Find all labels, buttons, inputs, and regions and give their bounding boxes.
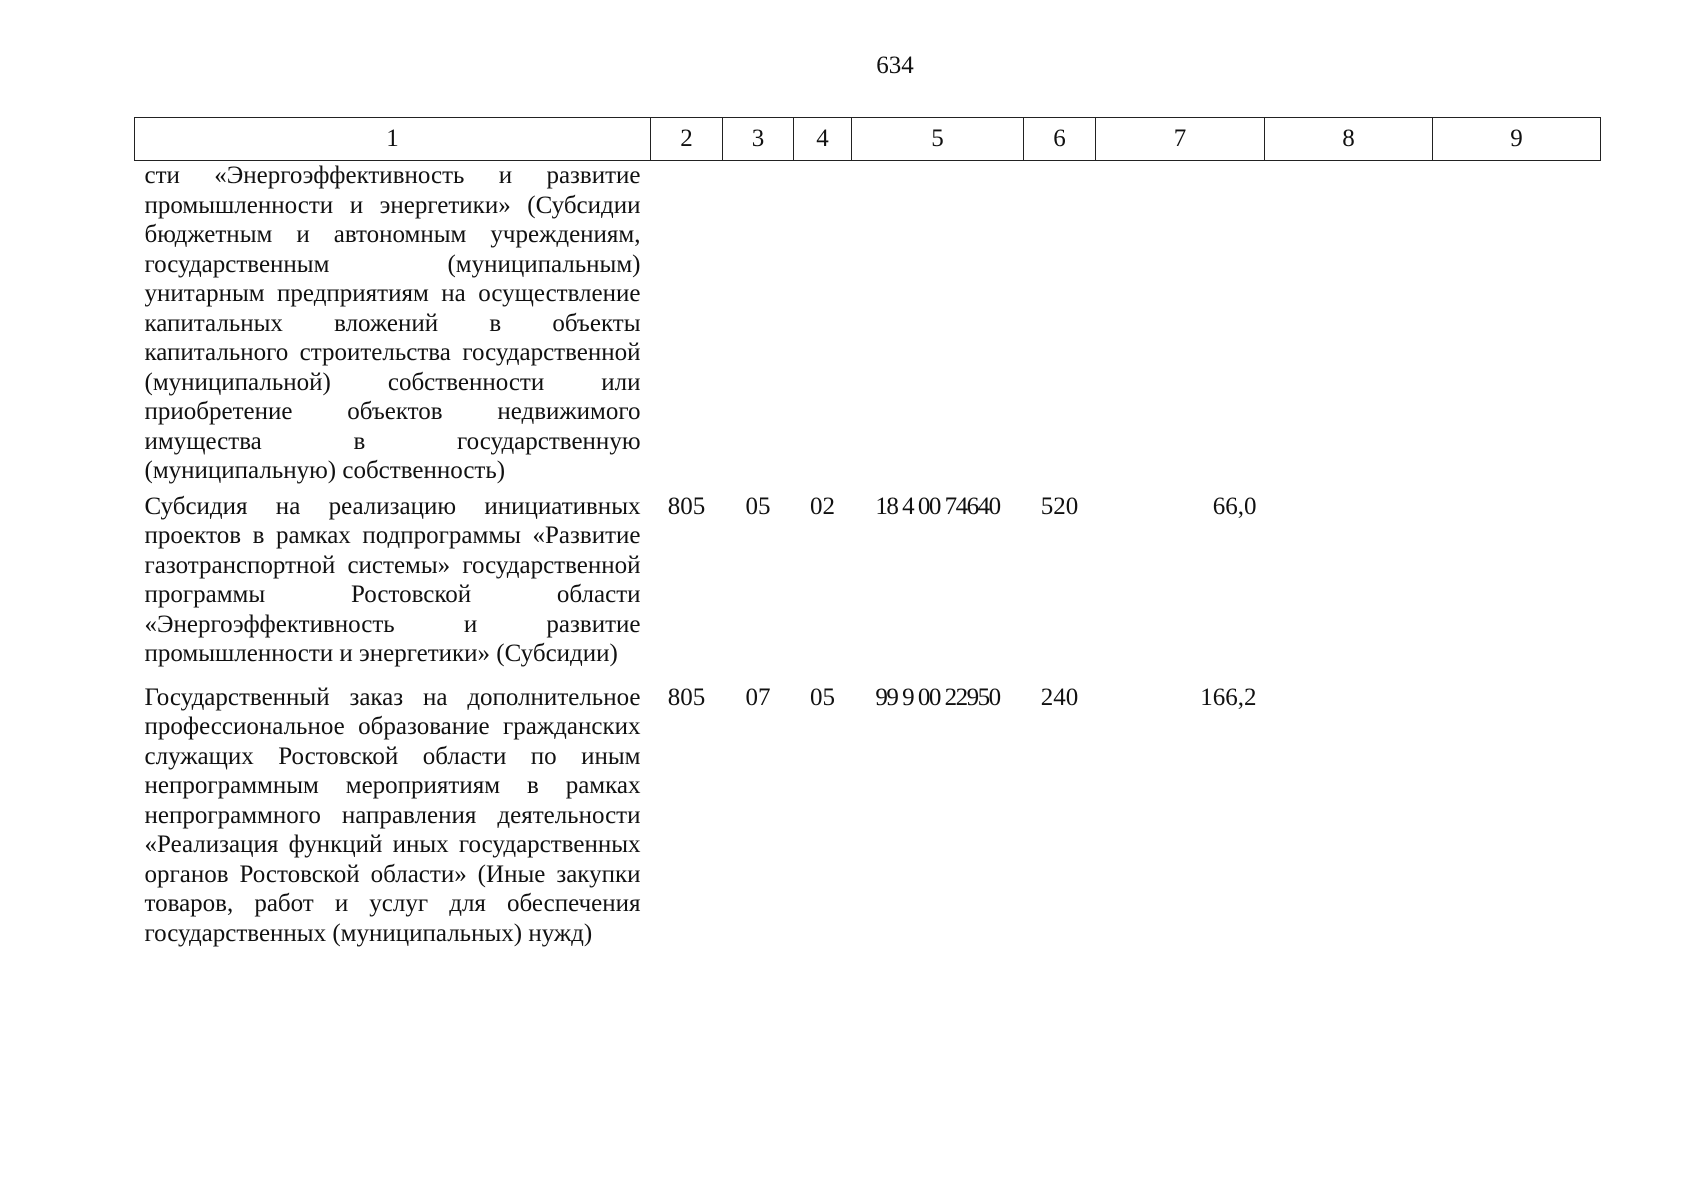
cell-col-8: [1265, 486, 1433, 677]
table-row: [135, 677, 1601, 949]
cell-col-6: 520: [1040, 492, 1079, 520]
cell-col-7: 66,0: [1212, 492, 1257, 520]
cell-col-5: [852, 161, 1024, 486]
budget-table: [134, 117, 1601, 948]
cell-col-8: [1265, 677, 1433, 949]
header-col-3: 3: [723, 118, 794, 161]
header-row: [135, 118, 1601, 161]
cell-col-4: 02: [810, 492, 835, 520]
table-row: [135, 161, 1601, 486]
header-col-8: 8: [1265, 118, 1433, 161]
header-col-1: 1: [135, 118, 651, 161]
cell-col-6: 240: [1040, 683, 1079, 711]
cell-col-3: 05: [745, 492, 771, 520]
header-col-4: 4: [794, 118, 852, 161]
cell-col-7: 166,2: [1200, 683, 1257, 711]
cell-col-2: 805: [667, 683, 706, 711]
cell-col-7: [1096, 161, 1265, 486]
header-col-2: 2: [651, 118, 723, 161]
cell-col-5: 99 9 00 22950: [875, 683, 1000, 711]
cell-col-3: [723, 161, 794, 486]
cell-col-9: [1433, 486, 1601, 677]
table-row: [135, 486, 1601, 677]
header-col-5: 5: [852, 118, 1024, 161]
cell-col-4: 05: [810, 683, 835, 711]
row-description: Субсидия на реализацию инициативных проектов в рамках подпрограммы «Развитие газотранспортной системы» государственной программы Ростовской области «Энергоэффективность и развитие промышленности и энергетики» (Субсидии): [144, 492, 641, 667]
row-description: сти «Энергоэффективность и развитие промышленности и энергетики» (Субсидии бюджетным и автономным учреждениям, государственным (муниципальным) унитарным предприятиям на осуществление капитальных вложений в объекты капитального строительства государственной (муниципальной) собственности или приобретение объектов недвижимого имущества в государственную (муниципальную) собственность): [144, 162, 641, 484]
cell-col-2: 805: [667, 492, 706, 520]
cell-col-9: [1433, 677, 1601, 949]
cell-col-6: [1024, 161, 1096, 486]
cell-col-3: 07: [745, 683, 771, 711]
cell-col-8: [1265, 161, 1433, 486]
cell-col-9: [1433, 161, 1601, 486]
cell-col-4: [794, 161, 852, 486]
cell-col-5: 18 4 00 74640: [875, 492, 1000, 520]
row-description: Государственный заказ на дополнительное профессиональное образование гражданских служащих Ростовской области по иным непрограммным мероприятиям в рамках непрограммного направления деятельности «Реализация функций иных государственных органов Ростовской области» (Иные закупки товаров, работ и услуг для обеспечения государственных (муниципальных) нужд): [144, 683, 641, 947]
header-col-6: 6: [1024, 118, 1096, 161]
cell-col-2: [651, 161, 723, 486]
page-number: 634: [876, 52, 914, 79]
header-col-9: 9: [1433, 118, 1601, 161]
header-col-7: 7: [1096, 118, 1265, 161]
